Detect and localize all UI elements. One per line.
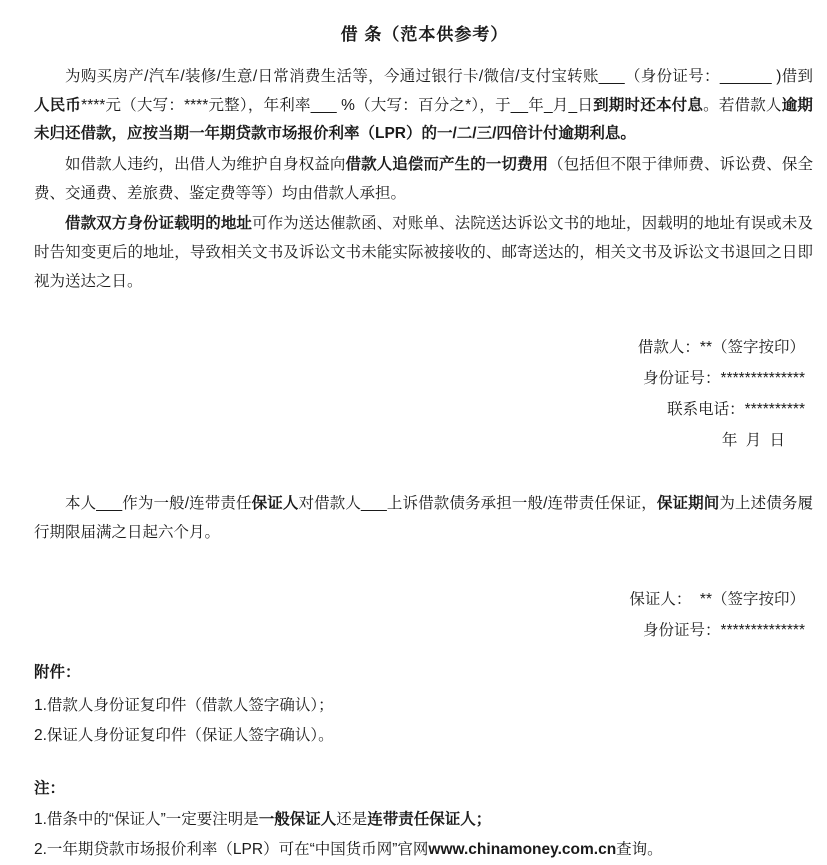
- body-text: （包括但不限于律师费、诉讼费、保全费、交通费、差旅费、鉴定费等等）均由借款人承担。: [34, 156, 813, 202]
- emphasis-text: 借款人追偿而产生的一切费用: [345, 156, 549, 174]
- body-text: 本人___作为一般/连带责任: [65, 495, 252, 513]
- emphasis-text: 人民币: [34, 96, 82, 114]
- emphasis-text: 保证期间: [656, 495, 720, 513]
- emphasis-text: 一般保证人: [258, 811, 337, 829]
- borrower-name-line: 借款人：**（签字按印）: [637, 339, 805, 357]
- body-text: 如借款人违约，出借人为维护自身权益向: [65, 156, 346, 174]
- spacer-after-body: [34, 298, 815, 332]
- spacer-before-guarantee: [34, 456, 815, 490]
- borrower-date-line: 年 月 日: [721, 432, 787, 450]
- body-text: 2.一年期贷款市场报价利率（LPR）可在“中国货币网”官网: [34, 841, 429, 859]
- emphasis-text: 连带责任保证人；: [367, 811, 492, 829]
- attachment-item: 1.借款人身份证复印件（借款人签字确认）；: [34, 697, 334, 715]
- spacer-before-guarantor-signature: [34, 550, 815, 584]
- paragraph-loan-terms: [34, 63, 815, 149]
- paragraph-service-address: [34, 210, 815, 296]
- spacer-before-notes: [34, 752, 815, 774]
- emphasis-text: 到期时还本付息: [593, 96, 704, 114]
- body-text: ****元（大写：****元整），年利率___ %（大写：百分之*），于__年_月_日: [81, 96, 594, 114]
- body-text: 为购买房产/汽车/装修/生意/日常消费生活等，今通过银行卡/微信/支付宝转账___（身份证号：______ )借到: [65, 68, 813, 85]
- body-text: 还是: [336, 811, 368, 829]
- paragraph-guarantee: [34, 490, 815, 547]
- body-text: 可作为送达催款函、对账单、法院送达诉讼文书的地址，因载明的地址有误或未及时告知变更后的地址，导致相关文书及诉讼文书未能实际被接收的、邮寄送达的，相关文书及诉讼文书退回之日即视为送达之日。: [34, 215, 813, 290]
- note-item: [34, 835, 815, 865]
- note-item: [34, 805, 815, 835]
- body-text: 。若借款人: [703, 96, 782, 114]
- borrower-phone-line: 联系电话：**********: [667, 401, 805, 419]
- emphasis-text: 借款双方身份证载明的地址: [65, 215, 253, 233]
- spacer-before-attachments: [34, 646, 815, 658]
- emphasis-text: 逾期未归还借款，应按当期一年期贷款市场报价利率（LPR）的一/二/三/四倍计付逾期利息。: [34, 96, 813, 143]
- body-text: 为上述债务履行期限届满之日起六个月。: [34, 495, 813, 542]
- attachments-title: 附件：: [34, 663, 81, 681]
- borrower-signature-block: [34, 332, 815, 425]
- body-text: 查询。: [616, 841, 663, 859]
- paragraph-breach-costs: [34, 151, 815, 208]
- attachment-item: 2.保证人身份证复印件（保证人签字确认）。: [34, 727, 334, 745]
- body-text: 对借款人___上诉借款债务承担一般/连带责任保证，: [298, 495, 657, 513]
- guarantor-name-line: 保证人： **（签字按印）: [629, 590, 805, 608]
- borrower-id-line: 身份证号：**************: [643, 370, 805, 388]
- guarantor-signature-block: [34, 584, 815, 646]
- emphasis-text: www.chinamoney.com.cn: [428, 841, 617, 859]
- body-text: 1.借条中的“保证人”一定要注明是: [34, 811, 259, 829]
- guarantor-id-line: 身份证号：**************: [643, 621, 805, 639]
- emphasis-text: 保证人: [251, 495, 299, 513]
- notes-title: 注：: [34, 779, 66, 797]
- page-title: 借 条（范本供参考）: [340, 25, 509, 44]
